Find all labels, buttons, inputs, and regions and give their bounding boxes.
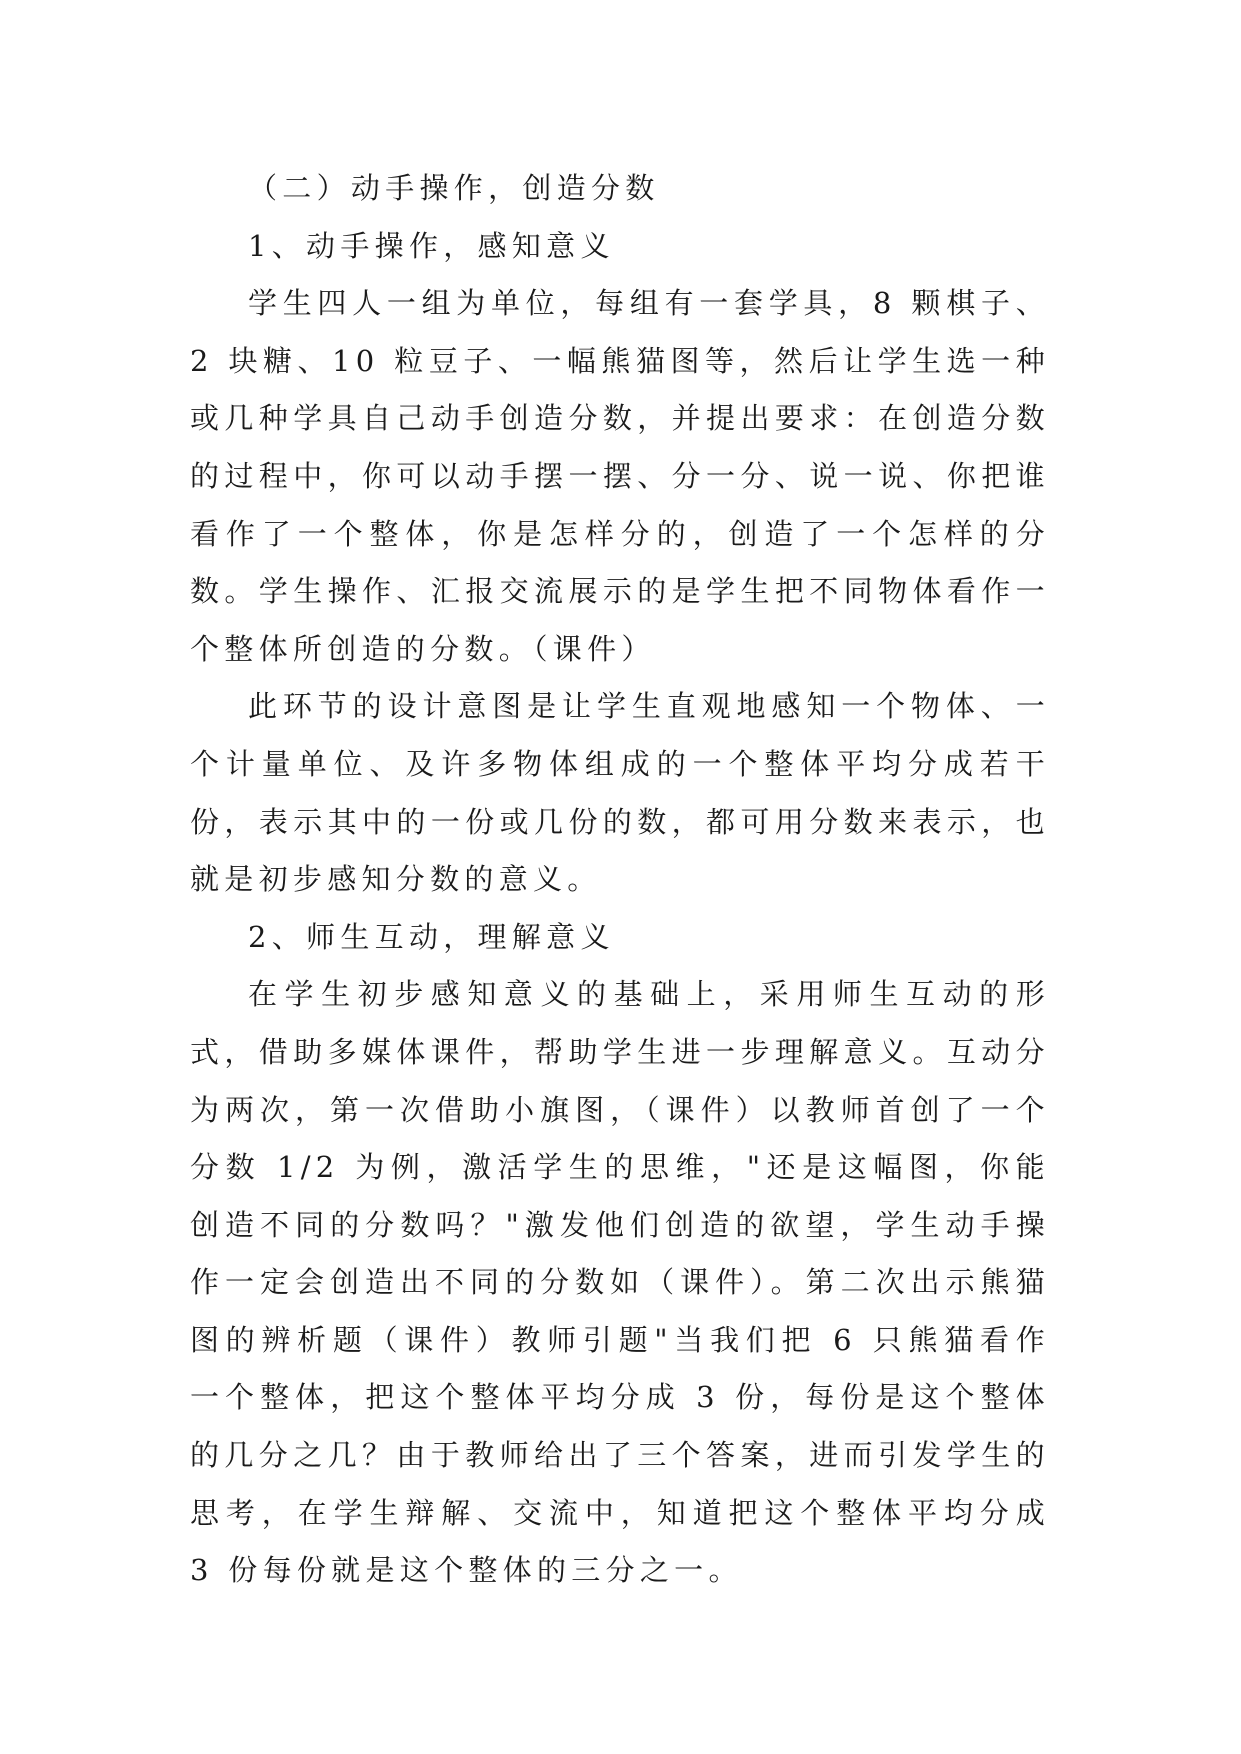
- document-body: [190, 160, 1050, 1600]
- section-heading: （二）动手操作，创造分数: [248, 171, 660, 205]
- paragraph: 此环节的设计意图是让学生直观地感知一个物体、一个计量单位、及许多物体组成的一个整体平均分成若干份，表示其中的一份或几份的数，都可用分数来表示，也就是初步感知分数的意义。: [190, 689, 1050, 897]
- paragraph: 在学生初步感知意义的基础上，采用师生互动的形式，借助多媒体课件，帮助学生进一步理解意义。互动分为两次，第一次借助小旗图，（课件）以教师首创了一个分数 1/2 为例，激活学生的思维，"还是这幅图，你能创造不同的分数吗？"激发他们创造的欲望，学生动手操作一定会创造出不同的分数如（课件）。第二次出示熊猫图的辨析题（课件）教师引题"当我们把 6 只熊猫看作一个整体，把这个整体平均分成 3 份，每份是这个整体的几分之几？由于教师给出了三个答案，进而引发学生的思考，在学生辩解、交流中，知道把这个整体平均分成 3 份每份就是这个整体的三分之一。: [190, 977, 1050, 1588]
- paragraph: 学生四人一组为单位，每组有一套学具，8 颗棋子、2 块糖、10 粒豆子、一幅熊猫图等，然后让学生选一种或几种学具自己动手创造分数，并提出要求：在创造分数的过程中，你可以动手摆一摆、分一分、说一说、你把谁看作了一个整体，你是怎样分的，创造了一个怎样的分数。学生操作、汇报交流展示的是学生把不同物体看作一个整体所创造的分数。（课件）: [190, 286, 1050, 666]
- subsection-heading: 1、动手操作，感知意义: [248, 228, 615, 263]
- subsection-heading: 2、师生互动，理解意义: [248, 919, 615, 954]
